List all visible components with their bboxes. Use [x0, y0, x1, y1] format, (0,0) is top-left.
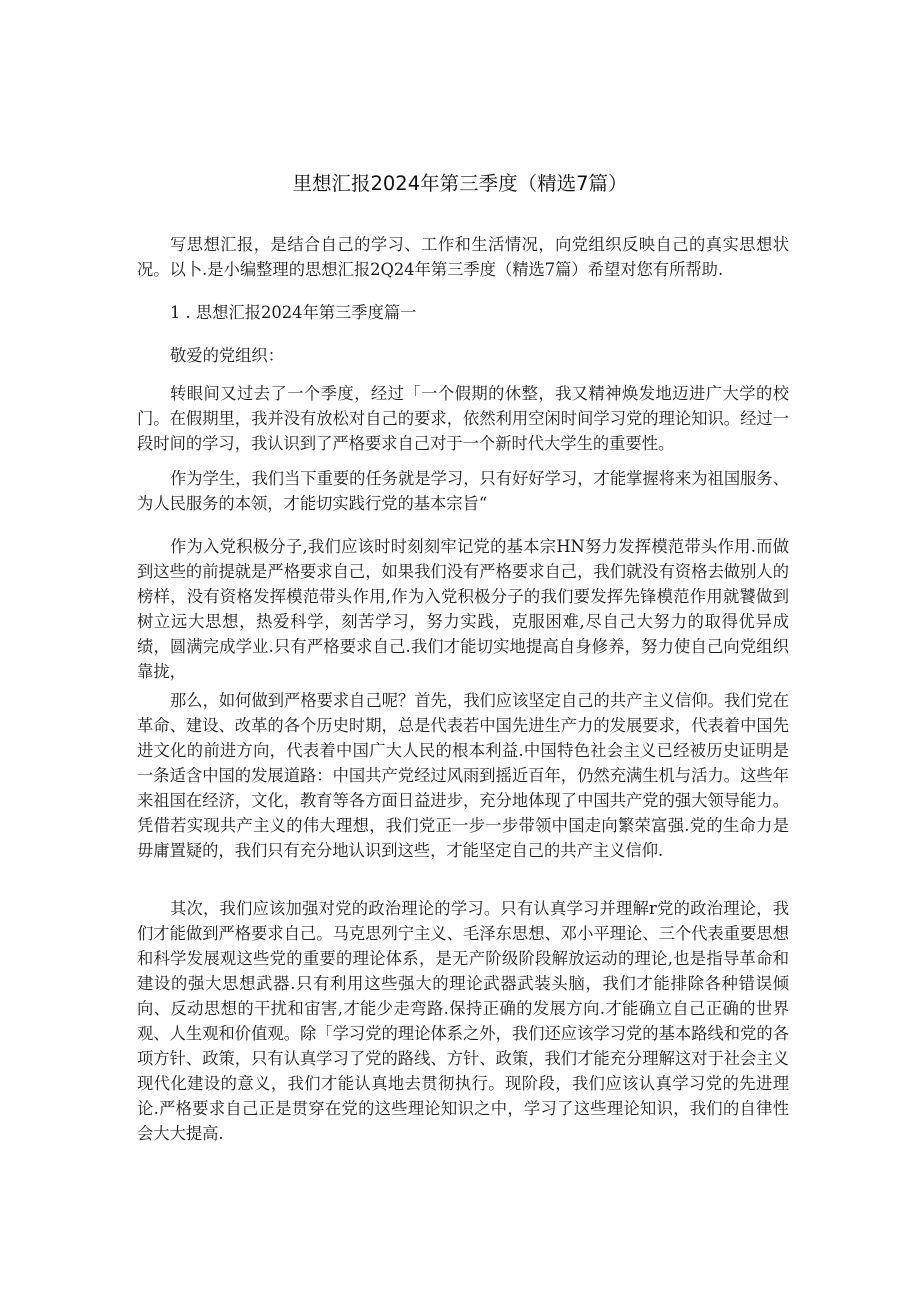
body-paragraph-2: 作为学生，我们当下重要的任务就是学习，只有好好学习，才能掌握将来为祖国服务、为人民服务的本领，才能切实践行党的基本宗旨“ [137, 469, 789, 513]
section-heading: 1 . 思想汇报2024年第三季度篇一 [170, 303, 417, 322]
body-paragraph-5: 其次，我们应该加强对党的政治理论的学习。只有认真学习并理解r党的政治理论，我们才能做到严格要求自己。马克思列宁主义、毛泽东思想、邓小平理论、三个代表重要思想和科学发展观这些党的重要的理论体系，是无产阶级阶段解放运动的理论,也是指导革命和建设的强大思想武器.只有利用这些强大的理论武器武装头脑，我们才能排除各种错误倾向、反动思想的干扰和宙害,才能少走弯路.保持正确的发展方向.才能确立自己正确的世界观、人生观和价值观。除「学习党的理论体系之外，我们还应该学习党的基本路线和党的各项方针、政策，只有认真学习了党的路线、方针、政策，我们才能充分理解这对于社会主义现代化建设的意义，我们才能认真地去贯彻执行。现阶段，我们应该认真学习党的先进理论.严格要求自己正是贯穿在党的这些理论知识之中，学习了这些理论知识，我们的自律性会大大提高. [137, 899, 789, 1143]
document-title: 里想汇报2024年第三季度（精选7篇） [292, 172, 628, 195]
body-paragraph-3: 作为入党积极分子,我们应该时时刻刻牢记党的基本宗HN努力发挥模范带头作用.而做到这些的前提就是严格要求自己，如果我们没有严格要求自己，我们就没有资格去做别人的榜样，没有资格发挥模范带头作用,作为入党积极分子的我们要发挥先锋模范作用就饕做到树立远大思想，热爱科学，刻苦学习，努力实践，克服困难,尽自己大努力的取得优异成绩，圆满完成学业.只有严格要求自己.我们才能切实地提高自身修养，努力使自己向党组织靠拢， [137, 537, 789, 681]
body-paragraph-4: 那么，如何做到严格要求自己呢？首先，我们应该坚定自己的共产主义信仰。我们党在革命、建设、改革的各个历史时期，总是代表若中国先进生产力的发展要求，代表着中国先进文化的前进方向，代表着中国广大人民的根本利益.中国特色社会主义已经被历史证明是一条适含中国的发展道路：中国共产党经过风雨到摇近百年，仍然充满生机与活力。这些年来祖国在经济，文化，教育等各方面日益进步，充分地体现了中国共产党的强大领导能力。凭借若实现共产主义的伟大理想，我们党正一步一步带领中国走向繁荣富强.党的生命力是毋庸置疑的，我们只有充分地认识到这些，才能坚定自己的共产主义信仰. [137, 691, 789, 860]
body-paragraph-1: 转眼间又过去了一个季度，经过「一个假期的休整，我又精神焕发地迈进广大学的校门。在假期里，我并没有放松对自己的要求，依然利用空闲时间学习党的理论知识。经过一段时间的学习，我认识到了严格要求自己对于一个新时代大学生的重要性。 [137, 384, 789, 453]
salutation: 敬爱的党组织： [170, 346, 284, 365]
intro-paragraph: 写思想汇报，是结合自己的学习、工作和生活情况，向党组织反映自己的真实思想状况。以卜.是小编整理的思想汇报2Q24年第三季度（精选7篇）希望对您有所帮助. [137, 235, 789, 279]
